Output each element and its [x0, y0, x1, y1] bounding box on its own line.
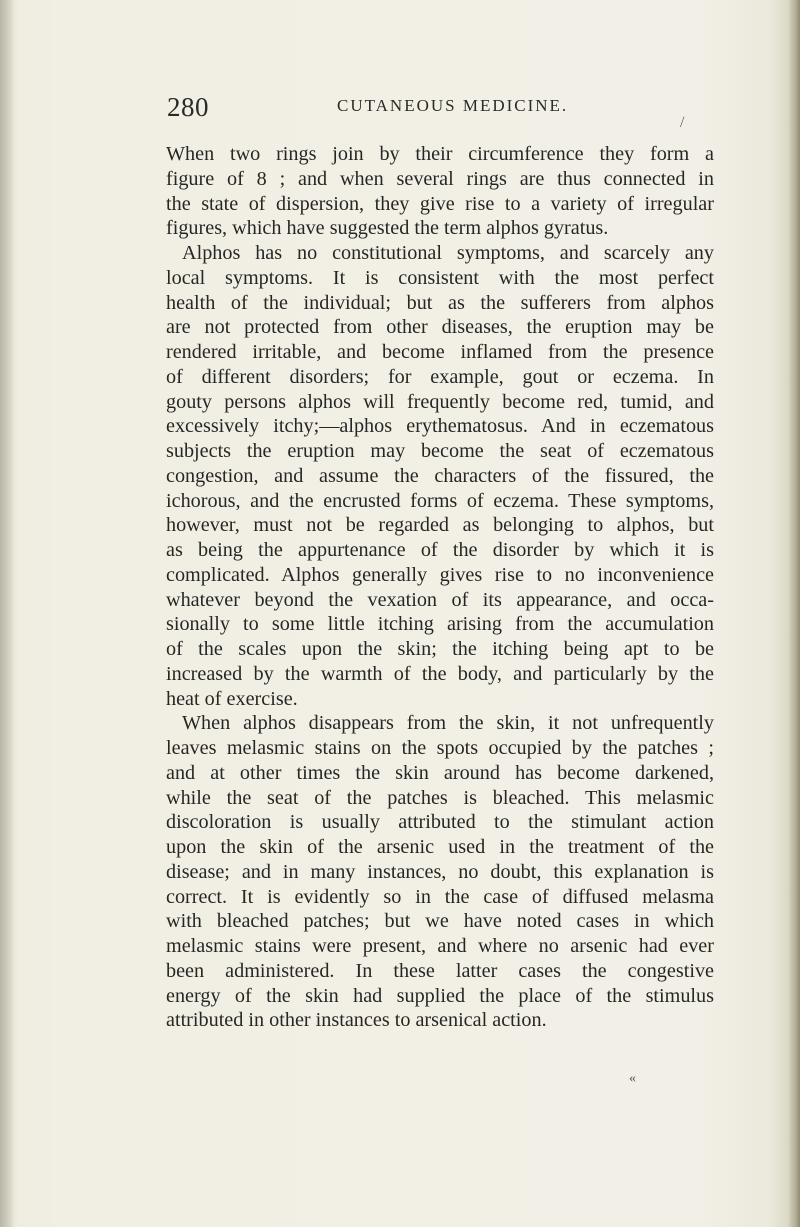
text-line: figure of 8 ; and when several rings are thus connected in: [166, 167, 714, 190]
page-gutter-shadow: [0, 0, 14, 1227]
text-line: ichorous, and the encrusted forms of eczema. These symptoms,: [166, 489, 714, 512]
running-title: CUTANEOUS MEDICINE.: [337, 96, 569, 115]
text-line: been administered. In these latter cases the congestive: [166, 959, 714, 982]
text-line: excessively itchy;—alphos erythematosus. And in eczematous: [166, 415, 714, 438]
text-line: leaves melasmic stains on the spots occupied by the patches ;: [166, 737, 714, 759]
text-line: When two rings join by their circumference they form a: [166, 143, 714, 165]
footer-mark: «: [629, 1071, 636, 1086]
text-line: health of the individual; but as the sufferers from alphos: [166, 291, 714, 314]
text-line: as being the appurtenance of the disorder by which it is: [166, 539, 714, 561]
text-line: the state of dispersion, they give rise to a variety of irregular: [166, 192, 714, 215]
body-text: [166, 142, 714, 1033]
text-line: while the seat of the patches is bleached. This melasmic: [166, 786, 714, 809]
text-line: are not protected from other diseases, the eruption may be: [166, 316, 714, 339]
text-line: heat of exercise.: [166, 687, 298, 710]
text-line: correct. It is evidently so in the case of diffused melasma: [166, 885, 714, 908]
text-line: whatever beyond the vexation of its appearance, and occa-: [166, 588, 714, 611]
text-line: however, must not be regarded as belonging to alphos, but: [166, 514, 714, 537]
page-number: 280: [167, 92, 209, 122]
text-line: of different disorders; for example, gout or eczema. In: [166, 365, 714, 388]
text-line: increased by the warmth of the body, and particularly by the: [166, 662, 714, 685]
page-edge-shadow: [788, 0, 800, 1227]
stray-mark: /: [680, 114, 685, 131]
text-line: and at other times the skin around has become darkened,: [166, 761, 714, 784]
text-line: rendered irritable, and become inflamed from the presence: [166, 341, 714, 363]
page-header: [167, 92, 687, 132]
text-line: sionally to some little itching arising from the accumulation: [166, 613, 714, 636]
text-line: complicated. Alphos generally gives rise to no inconvenience: [166, 563, 714, 586]
text-line: subjects the eruption may become the seat of eczematous: [166, 440, 714, 462]
text-line: upon the skin of the arsenic used in the treatment of the: [166, 836, 714, 858]
text-line: with bleached patches; but we have noted cases in which: [166, 910, 714, 933]
text-line: When alphos disappears from the skin, it not unfrequently: [182, 712, 714, 735]
text-line: discoloration is usually attributed to the stimulant action: [166, 811, 714, 834]
text-line: Alphos has no constitutional symptoms, and scarcely any: [182, 242, 714, 264]
text-line: congestion, and assume the characters of the fissured, the: [166, 464, 714, 487]
text-line: gouty persons alphos will frequently become red, tumid, and: [166, 390, 714, 413]
text-line: local symptoms. It is consistent with the most perfect: [166, 266, 714, 289]
text-line: attributed in other instances to arsenical action.: [166, 1009, 547, 1032]
text-line: melasmic stains were present, and where no arsenic had ever: [166, 935, 714, 957]
text-line: of the scales upon the skin; the itching being apt to be: [166, 638, 714, 660]
text-line: energy of the skin had supplied the place of the stimulus: [166, 984, 714, 1007]
text-line: disease; and in many instances, no doubt, this explanation is: [166, 860, 714, 883]
text-line: figures, which have suggested the term alphos gyratus.: [166, 217, 609, 240]
